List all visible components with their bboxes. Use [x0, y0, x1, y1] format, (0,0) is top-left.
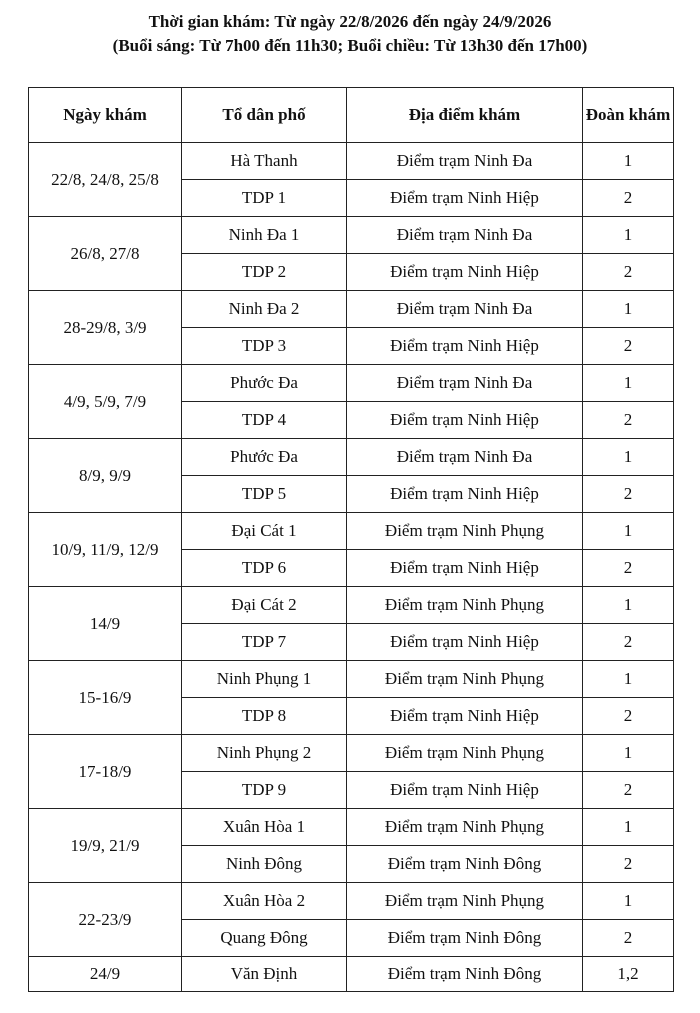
residential-group-cell: TDP 6	[182, 550, 347, 587]
residential-group-cell: Hà Thanh	[182, 143, 347, 180]
residential-group-cell: TDP 2	[182, 254, 347, 291]
residential-group-cell: Đại Cát 1	[182, 513, 347, 550]
residential-group-cell: Ninh Đa 2	[182, 291, 347, 328]
exam-team-cell: 1	[583, 587, 674, 624]
exam-team-cell: 1	[583, 809, 674, 846]
exam-date-cell: 28-29/8, 3/9	[29, 291, 182, 365]
residential-group-cell: TDP 8	[182, 698, 347, 735]
exam-team-cell: 2	[583, 180, 674, 217]
exam-date-cell: 24/9	[29, 957, 182, 992]
exam-team-cell: 2	[583, 846, 674, 883]
exam-team-cell: 2	[583, 920, 674, 957]
table-row	[29, 587, 674, 624]
exam-location-cell: Điểm trạm Ninh Đông	[347, 920, 583, 957]
table-row	[29, 513, 674, 550]
header-to-dan-pho: Tổ dân phố	[182, 88, 347, 143]
exam-location-cell: Điểm trạm Ninh Hiệp	[347, 402, 583, 439]
header-dia-diem-kham: Địa điểm khám	[347, 88, 583, 143]
table-row	[29, 217, 674, 254]
exam-location-cell: Điểm trạm Ninh Đa	[347, 143, 583, 180]
residential-group-cell: Xuân Hòa 1	[182, 809, 347, 846]
exam-location-cell: Điểm trạm Ninh Phụng	[347, 883, 583, 920]
exam-location-cell: Điểm trạm Ninh Hiệp	[347, 476, 583, 513]
residential-group-cell: Phước Đa	[182, 439, 347, 476]
table-row	[29, 365, 674, 402]
exam-team-cell: 1	[583, 513, 674, 550]
exam-team-cell: 1	[583, 661, 674, 698]
exam-date-cell: 15-16/9	[29, 661, 182, 735]
residential-group-cell: TDP 3	[182, 328, 347, 365]
schedule-body	[29, 143, 674, 992]
exam-team-cell: 2	[583, 328, 674, 365]
header-ngay-kham: Ngày khám	[29, 88, 182, 143]
residential-group-cell: TDP 4	[182, 402, 347, 439]
table-row	[29, 661, 674, 698]
exam-location-cell: Điểm trạm Ninh Hiệp	[347, 328, 583, 365]
exam-location-cell: Điểm trạm Ninh Phụng	[347, 809, 583, 846]
table-row	[29, 957, 674, 992]
residential-group-cell: Ninh Đa 1	[182, 217, 347, 254]
residential-group-cell: TDP 9	[182, 772, 347, 809]
exam-date-cell: 10/9, 11/9, 12/9	[29, 513, 182, 587]
exam-location-cell: Điểm trạm Ninh Phụng	[347, 661, 583, 698]
exam-location-cell: Điểm trạm Ninh Hiệp	[347, 772, 583, 809]
exam-team-cell: 2	[583, 772, 674, 809]
exam-date-cell: 26/8, 27/8	[29, 217, 182, 291]
residential-group-cell: TDP 1	[182, 180, 347, 217]
exam-location-cell: Điểm trạm Ninh Đa	[347, 291, 583, 328]
residential-group-cell: Ninh Đông	[182, 846, 347, 883]
exam-team-cell: 2	[583, 476, 674, 513]
exam-location-cell: Điểm trạm Ninh Hiệp	[347, 624, 583, 661]
exam-location-cell: Điểm trạm Ninh Phụng	[347, 735, 583, 772]
exam-team-cell: 1,2	[583, 957, 674, 992]
exam-location-cell: Điểm trạm Ninh Phụng	[347, 587, 583, 624]
exam-location-cell: Điểm trạm Ninh Đông	[347, 846, 583, 883]
residential-group-cell: Quang Đông	[182, 920, 347, 957]
exam-team-cell: 2	[583, 624, 674, 661]
exam-location-cell: Điểm trạm Ninh Hiệp	[347, 254, 583, 291]
exam-team-cell: 2	[583, 402, 674, 439]
residential-group-cell: TDP 7	[182, 624, 347, 661]
exam-date-cell: 22-23/9	[29, 883, 182, 957]
exam-location-cell: Điểm trạm Ninh Hiệp	[347, 550, 583, 587]
exam-team-cell: 1	[583, 365, 674, 402]
exam-location-cell: Điểm trạm Ninh Phụng	[347, 513, 583, 550]
exam-location-cell: Điểm trạm Ninh Đa	[347, 439, 583, 476]
table-row	[29, 143, 674, 180]
exam-team-cell: 1	[583, 439, 674, 476]
residential-group-cell: Ninh Phụng 2	[182, 735, 347, 772]
schedule-hours-subtitle: (Buổi sáng: Từ 7h00 đến 11h30; Buổi chiều: Từ 13h30 đến 17h00)	[112, 36, 588, 55]
table-row	[29, 291, 674, 328]
exam-date-cell: 4/9, 5/9, 7/9	[29, 365, 182, 439]
residential-group-cell: Ninh Phụng 1	[182, 661, 347, 698]
exam-team-cell: 1	[583, 143, 674, 180]
table-row	[29, 439, 674, 476]
exam-team-cell: 1	[583, 217, 674, 254]
residential-group-cell: Văn Định	[182, 957, 347, 992]
exam-team-cell: 1	[583, 735, 674, 772]
exam-date-cell: 17-18/9	[29, 735, 182, 809]
exam-date-cell: 8/9, 9/9	[29, 439, 182, 513]
exam-date-cell: 14/9	[29, 587, 182, 661]
exam-team-cell: 2	[583, 254, 674, 291]
exam-team-cell: 2	[583, 698, 674, 735]
table-header-row	[29, 88, 674, 143]
residential-group-cell: Phước Đa	[182, 365, 347, 402]
exam-location-cell: Điểm trạm Ninh Đa	[347, 365, 583, 402]
exam-location-cell: Điểm trạm Ninh Hiệp	[347, 698, 583, 735]
residential-group-cell: TDP 5	[182, 476, 347, 513]
exam-team-cell: 2	[583, 550, 674, 587]
residential-group-cell: Xuân Hòa 2	[182, 883, 347, 920]
residential-group-cell: Đại Cát 2	[182, 587, 347, 624]
exam-location-cell: Điểm trạm Ninh Hiệp	[347, 180, 583, 217]
exam-schedule-table	[28, 87, 674, 992]
exam-location-cell: Điểm trạm Ninh Đông	[347, 957, 583, 992]
schedule-period-title: Thời gian khám: Từ ngày 22/8/2026 đến ngày 24/9/2026	[148, 12, 552, 31]
exam-date-cell: 19/9, 21/9	[29, 809, 182, 883]
table-row	[29, 883, 674, 920]
exam-date-cell: 22/8, 24/8, 25/8	[29, 143, 182, 217]
exam-team-cell: 1	[583, 291, 674, 328]
exam-location-cell: Điểm trạm Ninh Đa	[347, 217, 583, 254]
table-row	[29, 735, 674, 772]
table-row	[29, 809, 674, 846]
header-doan-kham: Đoàn khám	[583, 88, 674, 143]
exam-team-cell: 1	[583, 883, 674, 920]
